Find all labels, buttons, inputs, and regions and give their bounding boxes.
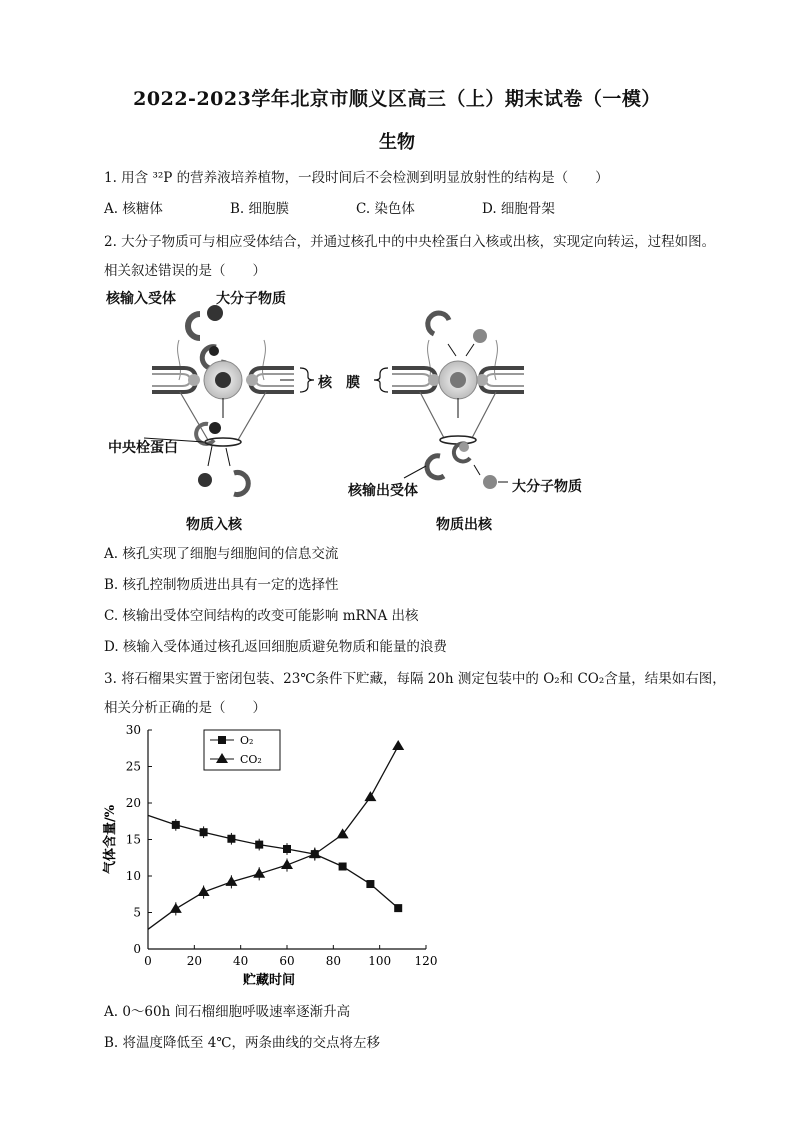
y-axis-label: 气体含量/% (103, 804, 118, 875)
co2-point (337, 828, 349, 838)
q2-option-a: A. 核孔实现了细胞与细胞间的信息交流 (104, 546, 339, 562)
o2-point (172, 821, 180, 829)
label-nuclear-membrane: 核 膜 (318, 375, 360, 391)
x-tick-label: 100 (368, 954, 392, 968)
label-export-receptor: 核输出受体 (348, 483, 418, 499)
label-import-receptor: 核输入受体 (106, 291, 176, 307)
co2-point (170, 903, 182, 913)
o2-point (255, 841, 263, 849)
x-tick-label: 80 (325, 954, 341, 968)
caption-export: 物质出核 (436, 517, 492, 533)
y-tick-label: 15 (125, 832, 141, 847)
q1-options (104, 197, 704, 217)
q3-option-a: A. 0～60h 间石榴细胞呼吸速率逐渐升高 (104, 1004, 351, 1020)
co2-line (148, 746, 398, 929)
export-diagram (392, 313, 524, 489)
exam-title: 2022-2023学年北京市顺义区高三（上）期末试卷（一模） (133, 88, 661, 110)
membrane-bracket-left (300, 368, 314, 392)
legend-o2-label: O₂ (240, 734, 254, 747)
q2-option-c: C. 核输出受体空间结构的改变可能影响 mRNA 出核 (104, 608, 419, 624)
q2-option-b: B. 核孔控制物质进出具有一定的选择性 (104, 577, 339, 593)
q1-option-d: D. 细胞骨架 (482, 201, 555, 217)
q2-stem-line2: 相关叙述错误的是（ ） (104, 263, 266, 279)
import-diagram (152, 305, 294, 495)
y-tick-label: 20 (125, 796, 141, 810)
x-tick-label: 40 (233, 954, 249, 968)
o2-line (148, 815, 398, 908)
caption-import: 物质入核 (186, 517, 242, 533)
q1-option-c: C. 染色体 (356, 201, 415, 217)
o2-point (283, 845, 291, 853)
o2-point (227, 835, 235, 843)
q3-stem-line1: 3. 将石榴果实置于密闭包装、23℃条件下贮藏，每隔 20h 测定包装中的 O₂和 CO₂含量，结果如右图， (104, 671, 726, 687)
q1-option-a: A. 核糖体 (104, 201, 163, 217)
legend-co2-label: CO₂ (240, 753, 262, 766)
o2-point (394, 904, 402, 912)
co2-point (392, 740, 404, 750)
q2-stem-line1: 2. 大分子物质可与相应受体结合，并通过核孔中的中央栓蛋白入核或出核，实现定向转运，过程如图。 (104, 234, 716, 250)
y-tick-label: 0 (133, 942, 141, 956)
o2-point (366, 880, 374, 888)
co2-point (364, 791, 376, 801)
x-axis-label: 贮藏时间 (242, 973, 296, 988)
x-tick-label: 120 (414, 954, 438, 968)
label-macromolecule-left: 大分子物质 (216, 291, 286, 307)
q2-option-d: D. 核输入受体通过核孔返回细胞质避免物质和能量的浪费 (104, 639, 447, 655)
gas-content-chart (100, 718, 440, 998)
x-tick-label: 20 (186, 954, 202, 968)
q3-option-b: B. 将温度降低至 4℃，两条曲线的交点将左移 (104, 1035, 380, 1051)
label-macromolecule-right: 大分子物质 (512, 479, 582, 495)
q1-stem: 1. 用含 ³²P 的营养液培养植物，一段时间后不会检测到明显放射性的结构是（ ） (104, 170, 609, 186)
membrane-bracket-right (374, 368, 388, 392)
y-tick-label: 25 (125, 759, 141, 774)
x-tick-label: 0 (144, 954, 152, 968)
x-tick-label: 60 (279, 954, 295, 968)
subject-title: 生物 (379, 132, 415, 153)
y-tick-label: 30 (125, 723, 141, 737)
q3-stem-line2: 相关分析正确的是（ ） (104, 700, 266, 716)
label-central-plug: 中央栓蛋白 (108, 440, 178, 456)
y-tick-label: 5 (133, 905, 141, 920)
q1-option-b: B. 细胞膜 (230, 201, 290, 217)
legend-o2-marker (218, 736, 226, 744)
o2-point (200, 828, 208, 836)
y-tick-label: 10 (125, 869, 141, 883)
o2-point (339, 863, 347, 871)
